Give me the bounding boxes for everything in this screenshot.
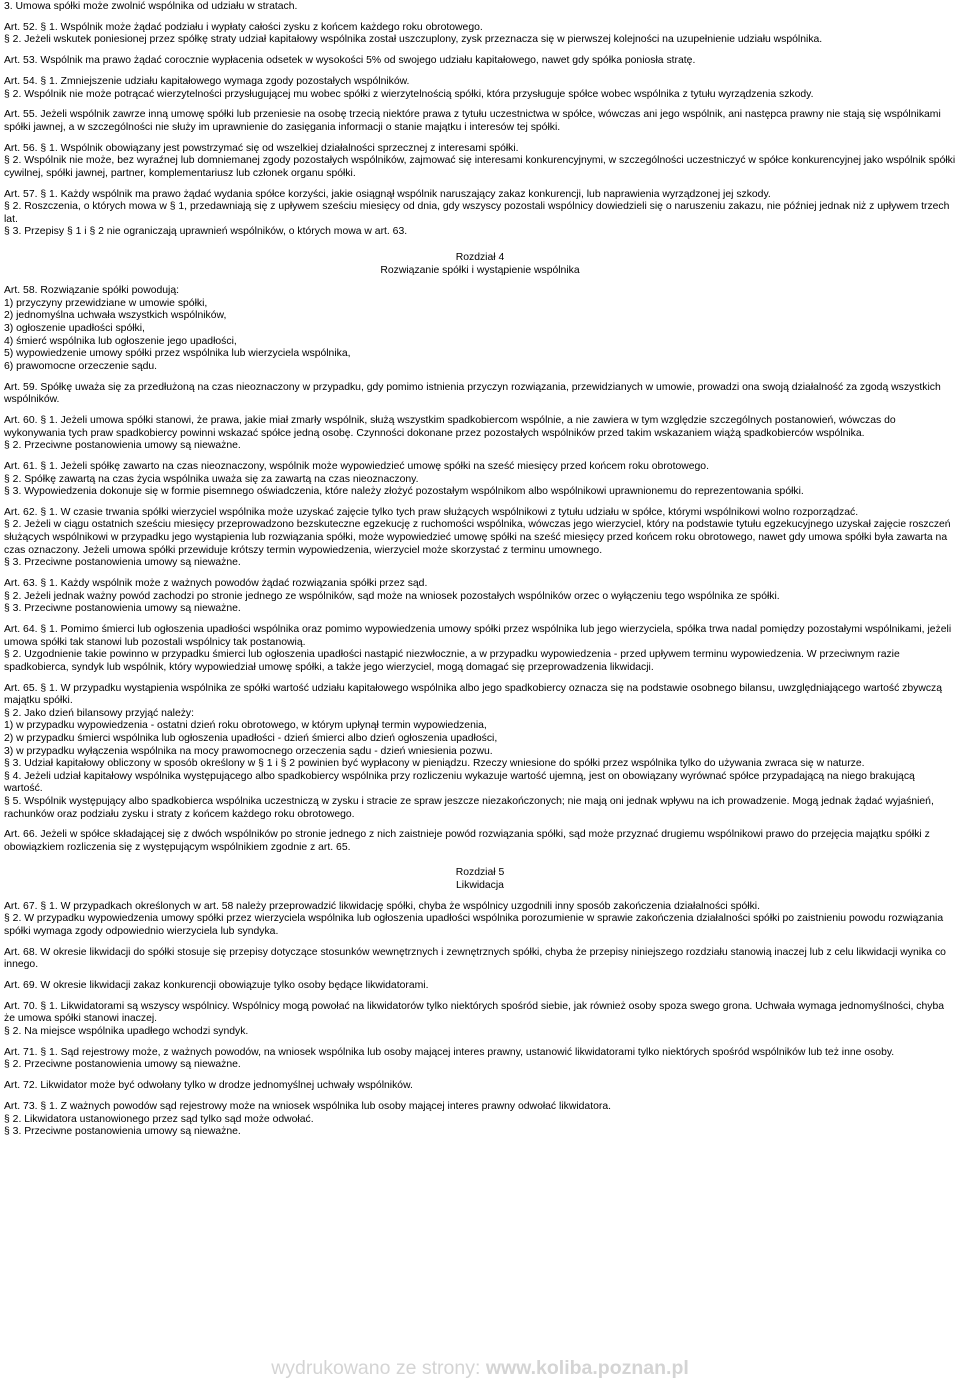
article-paragraph: § 2. Jako dzień bilansowy przyjąć należy: [4,707,195,719]
article-block [4,947,956,972]
article-paragraph: 4) śmierć wspólnika lub ogłoszenie jego upadłości, [4,335,237,347]
article-paragraph: § 2. Roszczenia, o których mowa w § 1, przedawniają się z upływem sześciu miesięcy od dnia, gdy wszyscy pozostali wspólnicy dowiedzieli się o naruszeniu zakazu, nie później jednak niż z upływem trzech lat. [4,201,950,225]
article-paragraph: § 3. Przeciwne postanowienia umowy są nieważne. [4,557,241,569]
article-paragraph: 3. Umowa spółki może zwolnić wspólnika od udziału w stratach. [4,1,298,12]
chapter-number: Rozdział 4 [455,252,505,264]
article-paragraph: 6) prawomocne orzeczenie sądu. [4,360,158,372]
article-paragraph: Art. 53. Wspólnik ma prawo żądać corocznie wypłacenia odsetek w wysokości 5% od swojego udziału kapitałowego, nawet gdy spółka poniosła stratę. [4,55,696,67]
article-paragraph: Art. 62. § 1. W czasie trwania spółki wierzyciel wspólnika może uzyskać zajęcie tylko tych praw służących wspólnikowi z tytułu udziału w spółce, którymi wspólnikowi wolno rozporządzać. [4,506,859,518]
article-paragraph: Art. 73. § 1. Z ważnych powodów sąd rejestrowy może na wniosek wspólnika lub osoby mającej interes prawny odwołać likwidatora. [4,1100,611,1112]
article-block [4,461,956,499]
chapter-number: Rozdział 5 [455,867,505,879]
article-block [4,109,956,134]
article-paragraph: Art. 68. W okresie likwidacji do spółki stosuje się przepisy dotyczące stosunków wewnętrznych i zewnętrznych spółki, chyba że przepisy niniejszego rozdziału stanowią inaczej lub z celu likwidacji wynika co innego. [4,946,946,971]
article-block [4,507,956,570]
article-paragraph: § 2. Jeżeli jednak ważny powód zachodzi po stronie jednego ze wspólników, sąd może na wniosek pozostałych wspólników orzec o wyłączeniu tego wspólnika ze spółki. [4,590,780,602]
article-paragraph: Art. 64. § 1. Pomimo śmierci lub ogłoszenia upadłości wspólnika oraz pomimo wypowiedzenia umowy spółki przez wspólnika lub jego wierzyciela, spółka trwa nadal pomiędzy pozostałymi wspólnikami, jeżeli umowa spółki tak stanowi lub pozostali wspólnicy tak postanowią. [4,624,952,648]
article-paragraph: Art. 71. § 1. Sąd rejestrowy może, z ważnych powodów, na wniosek wspólnika lub osoby mającej interes prawny, ustanowić likwidatorami tylko niektórych spośród wspólników lub też inne osoby. [4,1046,895,1058]
article-paragraph: 2) jednomyślna uchwała wszystkich wspólników, [4,310,227,322]
article-paragraph: Art. 66. Jeżeli w spółce składającej się z dwóch wspólników po stronie jednego z nich zaistnieje powód rozwiązania spółki, sąd może przyznać drugiemu wspólnikowi prawo do przejęcia majątku spółki z obowiązkiem rozliczenia się z występującym wspólnikiem zgodnie z art. 65. [4,829,930,853]
chapter-heading [4,867,956,892]
print-footer [0,1356,960,1380]
article-paragraph: § 2. Na miejsce wspólnika upadłego wchodzi syndyk. [4,1025,249,1037]
chapter-heading [4,252,956,277]
article-paragraph: 1) przyczyny przewidziane w umowie spółki, [4,297,208,309]
article-paragraph: § 2. Jeżeli wskutek poniesionej przez spółkę straty udział kapitałowy wspólnika został uszczuplony, zysk przeznacza się w pierwszej kolejności na uzupełnienie udziału wspólnika. [4,34,823,46]
article-block [4,1080,956,1093]
article-paragraph: 2) w przypadku śmierci wspólnika lub ogłoszenia upadłości - dzień śmierci albo dzień ogłoszenia upadłości, [4,732,498,744]
article-block [4,285,956,373]
article-block [4,76,956,101]
article-paragraph: Art. 57. § 1. Każdy wspólnik ma prawo żądać wydania spółce korzyści, jakie osiągnął wspólnik naruszający zakaz konkurencji, lub naprawienia wyrządzonej jej szkody. [4,188,771,200]
article-block [4,382,956,407]
article-block [4,901,956,939]
article-paragraph: § 3. Wypowiedzenia dokonuje się w formie pisemnego oświadczenia, które należy złożyć pozostałym wspólnikom albo wspólnikowi uprawnionemu do reprezentowania spółki. [4,486,804,498]
article-paragraph: Art. 69. W okresie likwidacji zakaz konkurencji obowiązuje tylko osoby będące likwidatorami. [4,980,429,991]
article-paragraph: § 2. Uzgodnienie takie powinno w przypadku śmierci lub ogłoszenia upadłości nastąpić niezwłocznie, a w przypadku wypowiedzenia - przed upływem terminu wypowiedzenia. W przeciwnym razie spadkobierca, syndyk lub wspólnik, który wypowiedział umowę spółki, a także jego wierzyciel, mogą domagać się przeprowadzenia likwidacji. [4,649,900,673]
article-paragraph: 3) ogłoszenie upadłości spółki, [4,323,145,334]
article-block [4,1047,956,1072]
footer-site-link[interactable]: www.koliba.poznan.pl [485,1357,689,1379]
article-paragraph: § 2. Likwidatora ustanowionego przez sąd tylko sąd może odwołać. [4,1113,314,1125]
article-paragraph: Art. 61. § 1. Jeżeli spółkę zawarto na czas nieoznaczony, wspólnik może wypowiedzieć umowę spółki na sześć miesięcy przed końcem roku obrotowego. [4,460,709,472]
article-paragraph: Art. 52. § 1. Wspólnik może żądać podziału i wypłaty całości zysku z końcem każdego roku obrotowego. [4,21,483,33]
article-paragraph: § 2. Wspólnik nie może potrącać wierzytelności przysługującej mu wobec spółki z wierzytelnością spółki, która przysługuje spółce wobec wspólnika z tytułu wyrządzenia szkody. [4,88,814,100]
footer-prefix: wydrukowano ze strony: [271,1357,486,1379]
article-paragraph: 5) wypowiedzenie umowy spółki przez wspólnika lub wierzyciela wspólnika, [4,348,351,360]
article-block [4,829,956,854]
article-paragraph: § 2. Jeżeli w ciągu ostatnich sześciu miesięcy przeprowadzono bezskuteczne egzekucję z ruchomości wspólnika, wówczas jego wierzyciel, który na podstawie tytułu egzekucyjnego uzyskał zajęcie roszczeń służących wspólnikowi w przypadku jego wystąpienia lub rozwiązania spółki, może wypowiedzieć umowę spółki na sześć miesięcy przed końcem roku obrotowego, nawet gdy umowa spółki była zawarta na czas oznaczony. Jeżeli umowa spółki przewiduje krótszy termin wypowiedzenia, wierzyciel może skorzystać z terminu umownego. [4,519,951,556]
chapter-title: Rozwiązanie spółki i wystąpienie wspólnika [380,264,580,276]
article-block [4,143,956,181]
article-paragraph: § 3. Udział kapitałowy obliczony w sposób określony w § 1 i § 2 powinien być wypłacony w pieniądzu. Rzeczy wniesione do spółki przez wspólnika tylko do używania zwraca się w naturze. [4,758,865,770]
article-block [4,189,956,239]
chapter-title: Likwidacja [456,880,504,892]
article-paragraph: § 2. Spółkę zawartą na czas życia wspólnika uważa się za zawartą na czas nieoznaczony. [4,473,419,485]
article-paragraph: § 4. Jeżeli udział kapitałowy wspólnika występującego albo spadkobiercy wspólnika przy rozliczeniu wykazuje wartość ujemną, jest on obowiązany wyrównać spółce przypadającą na niego brakującą wartość. [4,770,915,795]
article-paragraph: § 3. Przepisy § 1 i § 2 nie ograniczają uprawnień wspólników, o których mowa w art. 63. [4,226,408,238]
article-paragraph: Art. 58. Rozwiązanie spółki powodują: [4,285,180,297]
article-paragraph: § 2. Przeciwne postanowienia umowy są nieważne. [4,440,241,452]
article-paragraph: Art. 70. § 1. Likwidatorami są wszyscy wspólnicy. Wspólnicy mogą powołać na likwidatorów tylko niektórych spośród siebie, jak również osoby spoza swego grona. Uchwała wymaga jednomyślności, chyba że umowa spółki stanowi inaczej. [4,1000,944,1025]
article-paragraph: Art. 67. § 1. W przypadkach określonych w art. 58 należy przeprowadzić likwidację spółki, chyba że wspólnicy uzgodnili inny sposób zakończenia działalności spółki. [4,900,761,912]
article-paragraph: 1) w przypadku wypowiedzenia - ostatni dzień roku obrotowego, w którym upłynął termin wypowiedzenia, [4,720,487,732]
article-paragraph: § 3. Przeciwne postanowienia umowy są nieważne. [4,1126,241,1138]
article-block [4,22,956,47]
article-paragraph: § 2. Przeciwne postanowienia umowy są nieważne. [4,1059,241,1071]
article-paragraph: 3) w przypadku wyłączenia wspólnika na mocy prawomocnego orzeczenia sądu - dzień wniesienia pozwu. [4,745,493,757]
article-block [4,1001,956,1039]
article-paragraph: Art. 56. § 1. Wspólnik obowiązany jest powstrzymać się od wszelkiej działalności sprzecznej z interesami spółki. [4,142,519,154]
article-paragraph: § 5. Wspólnik występujący albo spadkobierca wspólnika uczestniczą w zysku i stracie ze spraw jeszcze niezakończonych; nie mają oni jednak wpływu na ich prowadzenie. Mogą jednak żądać wyjaśnień, rachunków oraz podziału zysku i straty z końcem każdego roku obrotowego. [4,795,934,820]
article-block [4,683,956,822]
article-paragraph: § 2. Wspólnik nie może, bez wyraźnej lub domniemanej zgody pozostałych wspólników, zajmować się interesami konkurencyjnymi, w szczególności uczestniczyć w spółce konkurencyjnej jako wspólnik spółki cywilnej, spółki jawnej, partner, komplementariusz lub członek organu spółki. [4,155,956,179]
article-block [4,415,956,453]
article-paragraph: Art. 72. Likwidator może być odwołany tylko w drodze jednomyślnej uchwały wspólników. [4,1080,413,1092]
article-paragraph: § 3. Przeciwne postanowienia umowy są nieważne. [4,603,241,615]
article-block [4,980,956,993]
article-paragraph: Art. 60. § 1. Jeżeli umowa spółki stanowi, że prawa, jakie miał zmarły wspólnik, służą wszystkim spadkobiercom wspólnie, a nie zawiera w tym względzie szczególnych postanowień, wówczas do wykonywania tych praw spadkobiercy powinni wskazać spółce jedną osobę. Czynności dokonane przez pozostałych wspólników przed takim wskazaniem wiążą spadkobierców wspólnika. [4,414,896,439]
article-paragraph: § 2. W przypadku wypowiedzenia umowy spółki przez wierzyciela wspólnika lub ogłoszenia upadłości wspólnika porozumienie w sprawie zakończenia działalności spółki po zaistnieniu powodu rozwiązania spółki wymaga zgody odpowiednio wierzyciela lub syndyka. [4,913,944,937]
article-block [4,1101,956,1139]
article-paragraph: Art. 63. § 1. Każdy wspólnik może z ważnych powodów żądać rozwiązania spółki przez sąd. [4,578,428,590]
article-paragraph: Art. 65. § 1. W przypadku wystąpienia wspólnika ze spółki wartość udziału kapitałowego wspólnika albo jego spadkobiercy oznacza się na podstawie osobnego bilansu, uwzględniającego wartość zbywczą majątku spółki. [4,682,942,707]
article-paragraph: Art. 55. Jeżeli wspólnik zawrze inną umowę spółki lub przeniesie na osobę trzecią niektóre prawa z tytułu uczestnictwa w spółce, wówczas ani jego wspólnik, ani następca prawny nie stają się wspólnikami spółki jawnej, a w szczególności nie służy im uprawnienie do zasięgania informacji o stanie majątku i interesów tej spółki. [4,109,941,133]
article-paragraph: Art. 59. Spółkę uważa się za przedłużoną na czas nieoznaczony w przypadku, gdy pomimo istnienia przyczyn rozwiązania, przewidzianych w umowie, prowadzi ona swoją działalność za zgodą wszystkich wspólników. [4,381,941,406]
article-block [4,624,956,674]
article-block [4,55,956,68]
article-block [4,578,956,616]
article-paragraph: Art. 54. § 1. Zmniejszenie udziału kapitałowego wymaga zgody pozostałych wspólników. [4,75,410,87]
article-block [4,1,956,14]
